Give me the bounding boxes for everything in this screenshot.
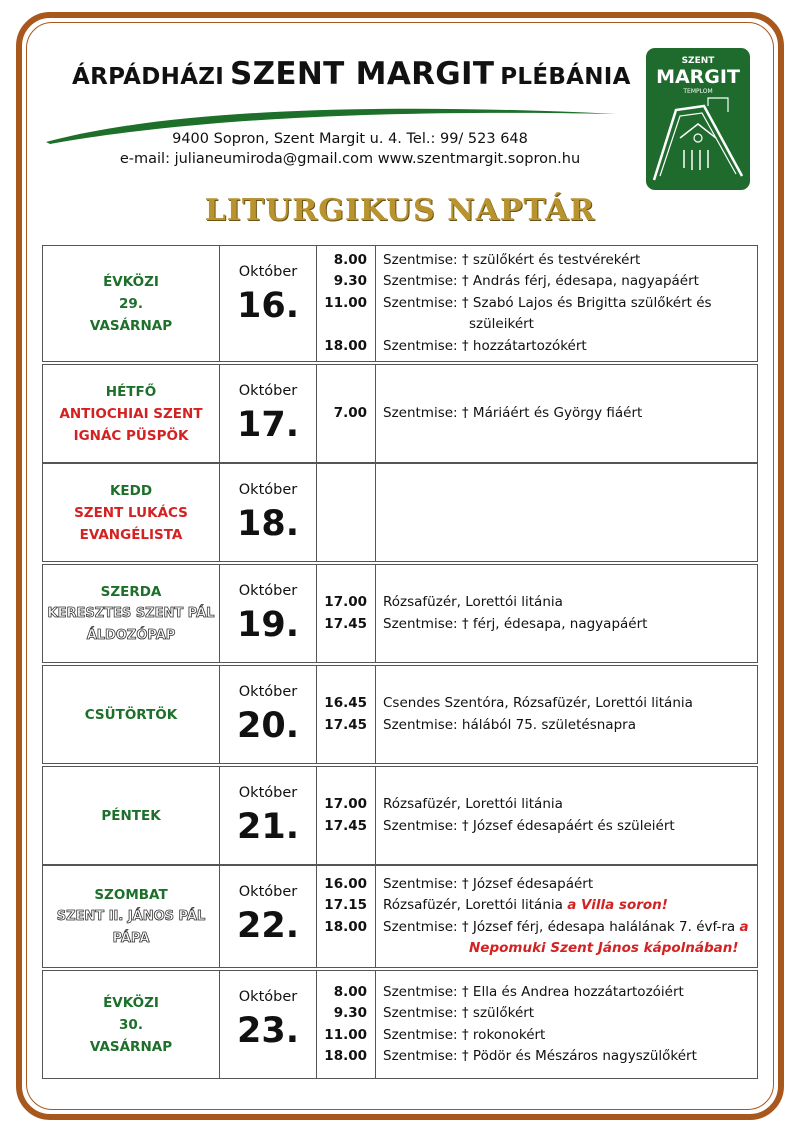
calendar-row [42, 463, 758, 562]
day-number: 18. [236, 504, 299, 544]
liturgical-day-cell [43, 971, 220, 1078]
month-label: Október [238, 383, 298, 399]
event-cell [376, 666, 757, 763]
event-text-line [376, 250, 757, 272]
event-description: szüleikért [469, 316, 534, 333]
event-text-line [376, 293, 757, 315]
event-time: 17.45 [324, 716, 367, 733]
month-label: Október [238, 785, 298, 801]
date-cell [220, 866, 317, 967]
event-cell [376, 866, 757, 967]
date-cell [220, 971, 317, 1078]
event-time: 8.00 [333, 983, 367, 1000]
event-time: 7.00 [333, 404, 367, 421]
event-cell [376, 565, 757, 662]
liturgical-day-cell [43, 666, 220, 763]
event-description: Szentmise: † szülőkért [383, 1005, 535, 1021]
day-name-line: CSÜTÖRTÖK [84, 706, 178, 723]
event-text-line [376, 794, 757, 816]
day-number: 19. [236, 605, 299, 645]
event-text-line [376, 314, 757, 336]
event-text-line [376, 1025, 757, 1047]
calendar-row [42, 970, 758, 1079]
calendar-row [42, 865, 758, 968]
event-description: Szentmise: † szülőkért és testvérekért [383, 251, 641, 268]
day-name-line: ÉVKÖZI [103, 273, 159, 290]
date-cell [220, 565, 317, 662]
event-text-line [376, 1003, 757, 1025]
event-time: 11.00 [324, 1026, 367, 1043]
calendar-row [42, 364, 758, 463]
liturgical-day-cell [43, 365, 220, 462]
event-cell [376, 246, 757, 361]
time-cell [317, 666, 376, 763]
day-name-line: ANTIOCHIAI SZENT [59, 405, 203, 422]
day-name-line: SZENT II. JÁNOS PÁL [56, 908, 206, 924]
event-cell [376, 365, 757, 462]
calendar-row [42, 665, 758, 764]
event-text-line [376, 938, 757, 960]
date-cell [220, 365, 317, 462]
day-name-line: HÉTFŐ [105, 383, 157, 400]
event-time: 11.00 [324, 294, 367, 311]
day-number: 17. [236, 405, 299, 445]
event-description: Szentmise: † rokonokért [383, 1026, 546, 1043]
month-label: Október [238, 482, 298, 498]
event-time: 18.00 [324, 918, 367, 935]
time-cell [317, 565, 376, 662]
event-location-note: Nepomuki Szent János kápolnában! [469, 940, 739, 956]
calendar-row [42, 245, 758, 362]
event-cell [376, 767, 757, 864]
event-description: Rózsafüzér, Lorettói litánia [383, 796, 563, 812]
church-logo-icon [646, 48, 750, 190]
parish-title [72, 56, 631, 92]
event-time: 17.45 [324, 615, 367, 632]
calendar-row [42, 564, 758, 663]
month-label: Október [238, 264, 298, 280]
time-cell [317, 246, 376, 361]
title-prefix: ÁRPÁDHÁZI [72, 64, 225, 90]
event-time: 18.00 [324, 1048, 367, 1064]
day-number: 20. [236, 706, 299, 746]
parish-contact: e-mail: julianeumiroda@gmail.com www.szentmargit.sopron.hu [119, 151, 581, 167]
event-description: Szentmise: hálából 75. születésnapra [383, 716, 636, 733]
event-description: Csendes Szentóra, Rózsafüzér, Lorettói litánia [383, 695, 693, 711]
event-text-line [376, 592, 757, 614]
time-cell [317, 971, 376, 1078]
event-time: 9.30 [333, 1005, 367, 1021]
event-time: 17.15 [324, 897, 367, 913]
day-name-line: VASÁRNAP [89, 317, 173, 334]
event-text-line [376, 403, 757, 425]
liturgical-day-cell [43, 464, 220, 561]
event-text-line [376, 895, 757, 917]
event-text-line [376, 982, 757, 1004]
day-number: 16. [236, 286, 299, 326]
event-text-line [376, 693, 757, 715]
event-text-line [376, 614, 757, 636]
time-cell [317, 767, 376, 864]
day-name-line: VASÁRNAP [89, 1038, 173, 1055]
date-cell [220, 767, 317, 864]
liturgical-day-cell [43, 866, 220, 967]
day-name-line: SZENT LUKÁCS [74, 504, 188, 521]
date-cell [220, 464, 317, 561]
title-main: SZENT MARGIT [230, 56, 495, 92]
event-description: Szentmise: † József férj, édesapa halálának 7. évf-ra [383, 918, 736, 935]
event-text-line [376, 336, 757, 358]
logo-line-3: TEMPLOM [683, 88, 713, 95]
day-name-line: ÁLDOZÓPAP [86, 627, 176, 643]
calendar-title: LITURGIKUS NAPTÁR [204, 193, 596, 228]
event-text-line [376, 874, 757, 896]
date-cell [220, 246, 317, 361]
event-time: 17.45 [324, 817, 367, 834]
event-time: 16.00 [324, 875, 367, 892]
event-time: 18.00 [324, 337, 367, 354]
month-label: Október [238, 583, 298, 599]
time-cell [317, 365, 376, 462]
event-description: Szentmise: † Ella és Andrea hozzátartozóiért [383, 983, 684, 1000]
event-text-line [376, 1046, 757, 1068]
event-text-line [376, 917, 757, 939]
day-name-line: IGNÁC PÜSPÖK [73, 427, 189, 444]
event-cell [376, 971, 757, 1078]
liturgical-day-cell [43, 246, 220, 361]
event-description: Szentmise: † Máriáért és György fiáért [383, 404, 643, 421]
event-time: 9.30 [333, 273, 367, 290]
calendar-row [42, 766, 758, 865]
day-name-line: KERESZTES SZENT PÁL [47, 605, 215, 621]
liturgical-day-cell [43, 767, 220, 864]
logo-line-2: MARGIT [656, 66, 740, 88]
day-name-line: EVANGÉLISTA [79, 526, 183, 543]
event-description: Szentmise: † férj, édesapa, nagyapáért [383, 615, 648, 632]
day-name-line: KEDD [109, 482, 153, 499]
month-label: Október [238, 989, 298, 1005]
event-description: Szentmise: † Szabó Lajos és Brigitta szülőkért és [383, 294, 712, 311]
event-time: 16.45 [324, 695, 367, 711]
day-name-line: SZERDA [100, 583, 162, 600]
day-number: 22. [236, 906, 299, 946]
event-text-line [376, 715, 757, 737]
day-name-line: ÉVKÖZI [103, 994, 159, 1011]
time-cell [317, 866, 376, 967]
time-cell [317, 464, 376, 561]
day-name-line: 29. [119, 295, 143, 312]
event-time: 17.00 [324, 796, 367, 812]
month-label: Október [238, 684, 298, 700]
day-number: 21. [236, 807, 299, 847]
month-label: Október [238, 884, 298, 900]
event-description: Szentmise: † József édesapáért és szüleiért [383, 817, 675, 834]
event-time: 17.00 [324, 594, 367, 610]
event-description: Rózsafüzér, Lorettói litánia [383, 897, 563, 913]
title-suffix: PLÉBÁNIA [500, 64, 631, 90]
day-name-line: SZOMBAT [94, 886, 168, 903]
day-name-line: PÉNTEK [101, 807, 161, 824]
event-description: Rózsafüzér, Lorettói litánia [383, 594, 563, 610]
parish-address: 9400 Sopron, Szent Margit u. 4. Tel.: 99/ 523 648 [172, 131, 528, 147]
event-time [317, 314, 375, 336]
logo-line-1: SZENT [681, 56, 715, 66]
day-name-line: PÁPA [112, 930, 150, 946]
event-description: Szentmise: † Pödör és Mészáros nagyszülőkért [383, 1048, 697, 1064]
event-location-note: a [739, 918, 749, 935]
liturgical-day-cell [43, 565, 220, 662]
event-location-note: a Villa soron! [567, 897, 668, 913]
event-description: Szentmise: † József édesapáért [383, 875, 594, 892]
day-name-line: 30. [119, 1016, 143, 1033]
event-time [317, 938, 375, 960]
event-cell [376, 464, 757, 561]
event-time: 8.00 [333, 251, 367, 268]
event-description: Szentmise: † hozzátartozókért [383, 337, 587, 354]
event-description: Szentmise: † András férj, édesapa, nagyapáért [383, 273, 699, 290]
date-cell [220, 666, 317, 763]
day-number: 23. [236, 1011, 299, 1051]
event-text-line [376, 816, 757, 838]
event-text-line [376, 271, 757, 293]
